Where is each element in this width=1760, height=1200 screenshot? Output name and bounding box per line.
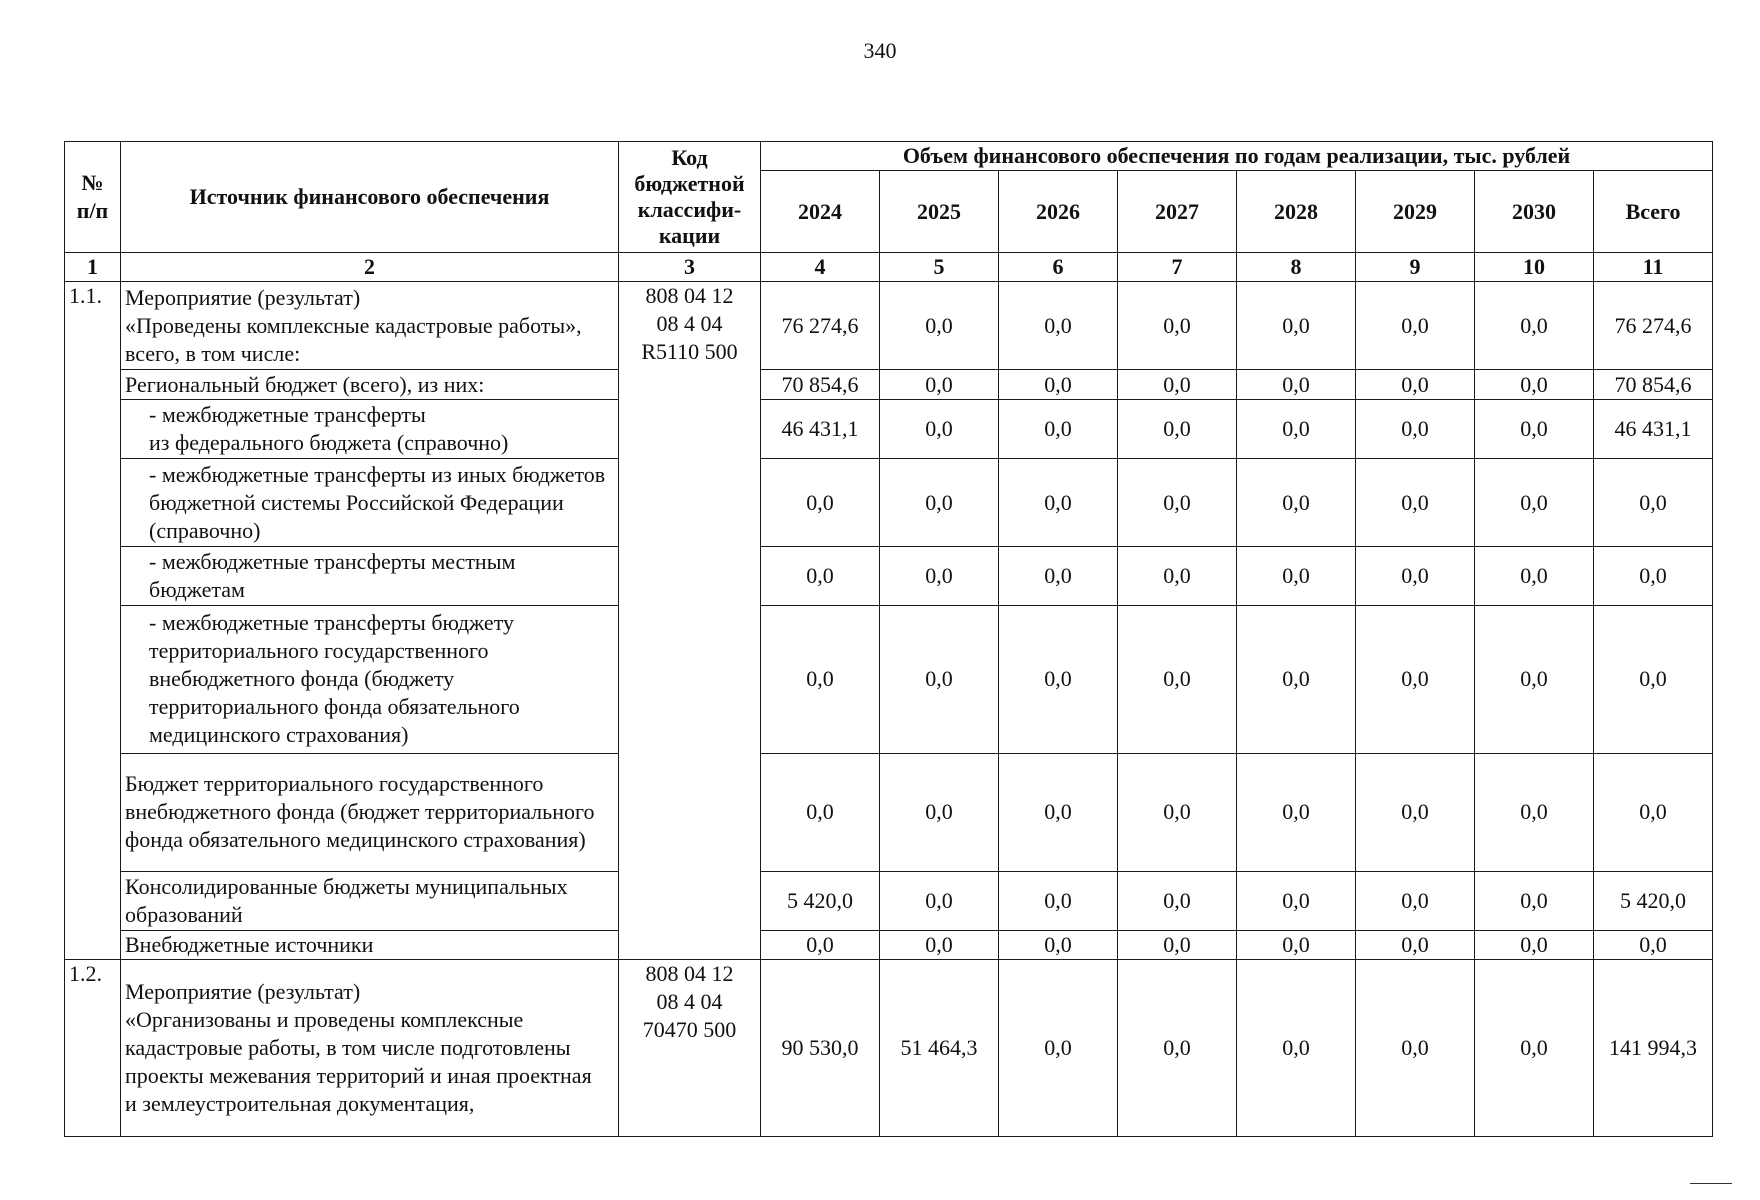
source-cell: - межбюджетные трансферты местным бюджетам bbox=[121, 547, 619, 606]
year-value-cell: 0,0 bbox=[1118, 370, 1237, 399]
year-value-cell: 90 530,0 bbox=[761, 960, 880, 1137]
source-cell: - межбюджетные трансферты бюджету территориального государственного внебюджетного фонда (бюджету территориального фонда обязательного медицинского страхования) bbox=[121, 606, 619, 753]
header-year: 2024 bbox=[761, 171, 880, 253]
year-value-cell: 0,0 bbox=[880, 399, 999, 458]
column-number: 10 bbox=[1475, 253, 1594, 282]
column-number: 3 bbox=[619, 253, 761, 282]
year-value-cell: 0,0 bbox=[999, 399, 1118, 458]
table-row bbox=[65, 547, 1713, 606]
year-value-cell: 0,0 bbox=[1118, 282, 1237, 370]
year-value-cell: 0,0 bbox=[1475, 547, 1594, 606]
year-value-cell: 51 464,3 bbox=[880, 960, 999, 1137]
header-volume: Объем финансового обеспечения по годам реализации, тыс. рублей bbox=[761, 142, 1713, 171]
header-source: Источник финансового обеспечения bbox=[121, 142, 619, 253]
source-cell: Мероприятие (результат) «Организованы и проведены комплексные кадастровые работы, в том числе подготовлены проекты межевания территорий и иная проектная и землеустроительная документация, bbox=[121, 960, 619, 1137]
header-code: Код бюджетной классифи-кации bbox=[619, 142, 761, 253]
year-value-cell: 70 854,6 bbox=[761, 370, 880, 399]
header-year: 2028 bbox=[1237, 171, 1356, 253]
year-value-cell: 0,0 bbox=[880, 547, 999, 606]
table-row bbox=[65, 282, 1713, 370]
column-number: 6 bbox=[999, 253, 1118, 282]
year-value-cell: 0,0 bbox=[999, 282, 1118, 370]
year-value-cell: 0,0 bbox=[1118, 753, 1237, 871]
year-value-cell: 0,0 bbox=[761, 930, 880, 959]
total-value-cell: 0,0 bbox=[1594, 547, 1713, 606]
year-value-cell: 0,0 bbox=[999, 370, 1118, 399]
table-row bbox=[65, 458, 1713, 546]
year-value-cell: 0,0 bbox=[1118, 458, 1237, 546]
year-value-cell: 0,0 bbox=[880, 458, 999, 546]
year-value-cell: 5 420,0 bbox=[761, 871, 880, 930]
source-cell: Бюджет территориального государственного внебюджетного фонда (бюджет территориального фонда обязательного медицинского страхования) bbox=[121, 753, 619, 871]
year-value-cell: 0,0 bbox=[1118, 960, 1237, 1137]
year-value-cell: 0,0 bbox=[1475, 930, 1594, 959]
year-value-cell: 0,0 bbox=[1475, 871, 1594, 930]
year-value-cell: 0,0 bbox=[1475, 753, 1594, 871]
financing-table bbox=[64, 141, 1713, 1137]
total-value-cell: 141 994,3 bbox=[1594, 960, 1713, 1137]
source-cell: - межбюджетные трансферты из федерального бюджета (справочно) bbox=[121, 399, 619, 458]
budget-code-cell: 808 04 12 08 4 04 R5110 500 bbox=[619, 282, 761, 960]
year-value-cell: 0,0 bbox=[1237, 399, 1356, 458]
year-value-cell: 0,0 bbox=[880, 930, 999, 959]
column-number: 2 bbox=[121, 253, 619, 282]
year-value-cell: 0,0 bbox=[1475, 960, 1594, 1137]
year-value-cell: 0,0 bbox=[1118, 606, 1237, 753]
year-value-cell: 0,0 bbox=[761, 753, 880, 871]
year-value-cell: 0,0 bbox=[1237, 606, 1356, 753]
header-year: 2026 bbox=[999, 171, 1118, 253]
year-value-cell: 0,0 bbox=[999, 547, 1118, 606]
column-number: 1 bbox=[65, 253, 121, 282]
year-value-cell: 0,0 bbox=[1475, 282, 1594, 370]
budget-code-cell: 808 04 12 08 4 04 70470 500 bbox=[619, 960, 761, 1137]
total-value-cell: 70 854,6 bbox=[1594, 370, 1713, 399]
year-value-cell: 0,0 bbox=[761, 547, 880, 606]
source-cell: Региональный бюджет (всего), из них: bbox=[121, 370, 619, 399]
column-numbers-row bbox=[65, 253, 1713, 282]
total-value-cell: 0,0 bbox=[1594, 458, 1713, 546]
total-value-cell: 5 420,0 bbox=[1594, 871, 1713, 930]
source-cell: Мероприятие (результат) «Проведены комплексные кадастровые работы», всего, в том числе: bbox=[121, 282, 619, 370]
year-value-cell: 0,0 bbox=[999, 606, 1118, 753]
year-value-cell: 0,0 bbox=[1475, 458, 1594, 546]
year-value-cell: 0,0 bbox=[999, 753, 1118, 871]
year-value-cell: 0,0 bbox=[1475, 606, 1594, 753]
column-number: 8 bbox=[1237, 253, 1356, 282]
header-year: 2029 bbox=[1356, 171, 1475, 253]
year-value-cell: 0,0 bbox=[1356, 753, 1475, 871]
year-value-cell: 0,0 bbox=[1356, 960, 1475, 1137]
table-row bbox=[65, 930, 1713, 959]
total-value-cell: 0,0 bbox=[1594, 606, 1713, 753]
table-row bbox=[65, 370, 1713, 399]
year-value-cell: 0,0 bbox=[761, 458, 880, 546]
year-value-cell: 0,0 bbox=[880, 606, 999, 753]
column-number: 11 bbox=[1594, 253, 1713, 282]
year-value-cell: 0,0 bbox=[1356, 606, 1475, 753]
table-body bbox=[65, 282, 1713, 1137]
year-value-cell: 0,0 bbox=[1356, 871, 1475, 930]
year-value-cell: 0,0 bbox=[999, 930, 1118, 959]
year-value-cell: 0,0 bbox=[1356, 282, 1475, 370]
column-number: 7 bbox=[1118, 253, 1237, 282]
year-value-cell: 0,0 bbox=[999, 960, 1118, 1137]
table-row bbox=[65, 960, 1713, 1137]
table-row bbox=[65, 606, 1713, 753]
year-value-cell: 0,0 bbox=[1475, 370, 1594, 399]
year-value-cell: 0,0 bbox=[1237, 871, 1356, 930]
year-value-cell: 0,0 bbox=[999, 871, 1118, 930]
year-value-cell: 0,0 bbox=[1356, 370, 1475, 399]
header-year: 2030 bbox=[1475, 171, 1594, 253]
year-value-cell: 0,0 bbox=[880, 753, 999, 871]
column-number: 9 bbox=[1356, 253, 1475, 282]
table-row bbox=[65, 753, 1713, 871]
year-value-cell: 0,0 bbox=[761, 606, 880, 753]
column-number: 4 bbox=[761, 253, 880, 282]
total-value-cell: 76 274,6 bbox=[1594, 282, 1713, 370]
page-number: 340 bbox=[863, 38, 897, 63]
margin-mark bbox=[1690, 1183, 1732, 1184]
year-value-cell: 0,0 bbox=[999, 458, 1118, 546]
year-value-cell: 0,0 bbox=[1118, 547, 1237, 606]
year-value-cell: 0,0 bbox=[1356, 547, 1475, 606]
table-row bbox=[65, 871, 1713, 930]
year-value-cell: 0,0 bbox=[1356, 458, 1475, 546]
year-value-cell: 0,0 bbox=[1356, 930, 1475, 959]
year-value-cell: 0,0 bbox=[880, 370, 999, 399]
year-value-cell: 0,0 bbox=[1118, 871, 1237, 930]
source-cell: Консолидированные бюджеты муниципальных образований bbox=[121, 871, 619, 930]
year-value-cell: 0,0 bbox=[1118, 399, 1237, 458]
year-value-cell: 76 274,6 bbox=[761, 282, 880, 370]
year-value-cell: 0,0 bbox=[880, 282, 999, 370]
column-number: 5 bbox=[880, 253, 999, 282]
year-value-cell: 0,0 bbox=[880, 871, 999, 930]
row-index: 1.2. bbox=[65, 960, 121, 1137]
header-total: Всего bbox=[1594, 171, 1713, 253]
year-value-cell: 0,0 bbox=[1237, 282, 1356, 370]
header-year: 2025 bbox=[880, 171, 999, 253]
year-value-cell: 0,0 bbox=[1237, 458, 1356, 546]
year-value-cell: 0,0 bbox=[1237, 753, 1356, 871]
total-value-cell: 0,0 bbox=[1594, 753, 1713, 871]
total-value-cell: 46 431,1 bbox=[1594, 399, 1713, 458]
row-index: 1.1. bbox=[65, 282, 121, 960]
year-value-cell: 0,0 bbox=[1237, 960, 1356, 1137]
source-cell: Внебюджетные источники bbox=[121, 930, 619, 959]
source-cell: - межбюджетные трансферты из иных бюджетов бюджетной системы Российской Федерации (справочно) bbox=[121, 458, 619, 546]
table-row bbox=[65, 399, 1713, 458]
year-value-cell: 46 431,1 bbox=[761, 399, 880, 458]
year-value-cell: 0,0 bbox=[1475, 399, 1594, 458]
year-value-cell: 0,0 bbox=[1237, 370, 1356, 399]
header-year: 2027 bbox=[1118, 171, 1237, 253]
year-value-cell: 0,0 bbox=[1237, 547, 1356, 606]
year-value-cell: 0,0 bbox=[1237, 930, 1356, 959]
year-value-cell: 0,0 bbox=[1118, 930, 1237, 959]
total-value-cell: 0,0 bbox=[1594, 930, 1713, 959]
header-num: № п/п bbox=[65, 142, 121, 253]
year-value-cell: 0,0 bbox=[1356, 399, 1475, 458]
